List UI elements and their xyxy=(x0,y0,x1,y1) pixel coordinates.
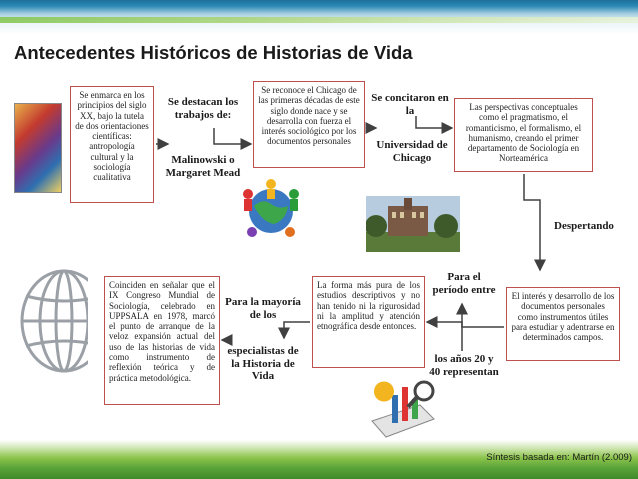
label-despertando: Despertando xyxy=(554,220,614,232)
label-years: los años 20 y 40 representan xyxy=(429,353,499,378)
arrow-8 xyxy=(284,322,310,338)
arrow-5 xyxy=(524,174,540,270)
text-box-1: Se enmarca en los principios del siglo XX, bajo la tutela de dos orientaciones científicas: antropología cultural y la sociología cualitativa xyxy=(70,86,154,203)
source-footer: Síntesis basada en: Martín (2.009) xyxy=(486,452,632,463)
text-box-4: El interés y desarrollo de los documentos personales como instrumentos útiles para estudiar y adentrarse en determinados campos. xyxy=(506,287,620,361)
arrow-2 xyxy=(214,128,251,144)
arrow-7 xyxy=(427,322,462,351)
label-mayoria: Para la mayoría de los xyxy=(225,296,301,321)
text-box-5: La forma más pura de los estudios descriptivos y no han tenido ni la rigurosidad ni la amplitud y atención etnográfica desde entonces. xyxy=(312,276,425,368)
label-destacan: Se destacan los trabajos de: xyxy=(167,96,239,121)
page-title: Antecedentes Históricos de Historias de Vida xyxy=(14,42,413,63)
label-concitaron: Se concitaron en la xyxy=(371,92,449,117)
text-box-3: Las perspectivas conceptuales como el pragmatismo, el romanticismo, el formalismo, el humanismo, creando el primer departamento de Sociología en Norteamérica xyxy=(454,98,593,172)
arrow-4 xyxy=(416,116,452,128)
label-especialistas: especialistas de la Historia de Vida xyxy=(227,345,299,382)
arrow-6 xyxy=(462,304,504,327)
label-periodo: Para el período entre xyxy=(432,271,496,296)
label-universidad: Universidad de Chicago xyxy=(376,139,448,164)
text-box-2: Se reconoce el Chicago de las primeras décadas de este siglo donde nace y se desarrolla con fuerza el interés sociológico por los documentos personales xyxy=(253,81,365,168)
text-box-6: Coinciden en señalar que el IX Congreso Mundial de Sociología, celebrado en UPPSALA en 1978, marcó el punto de arranque de la veloz expansión actual del uso de las historias de vida como instrumento de reflexión teórica y de práctica metodológica. xyxy=(104,276,220,405)
label-names: Malinowski o Margaret Mead xyxy=(165,154,241,179)
